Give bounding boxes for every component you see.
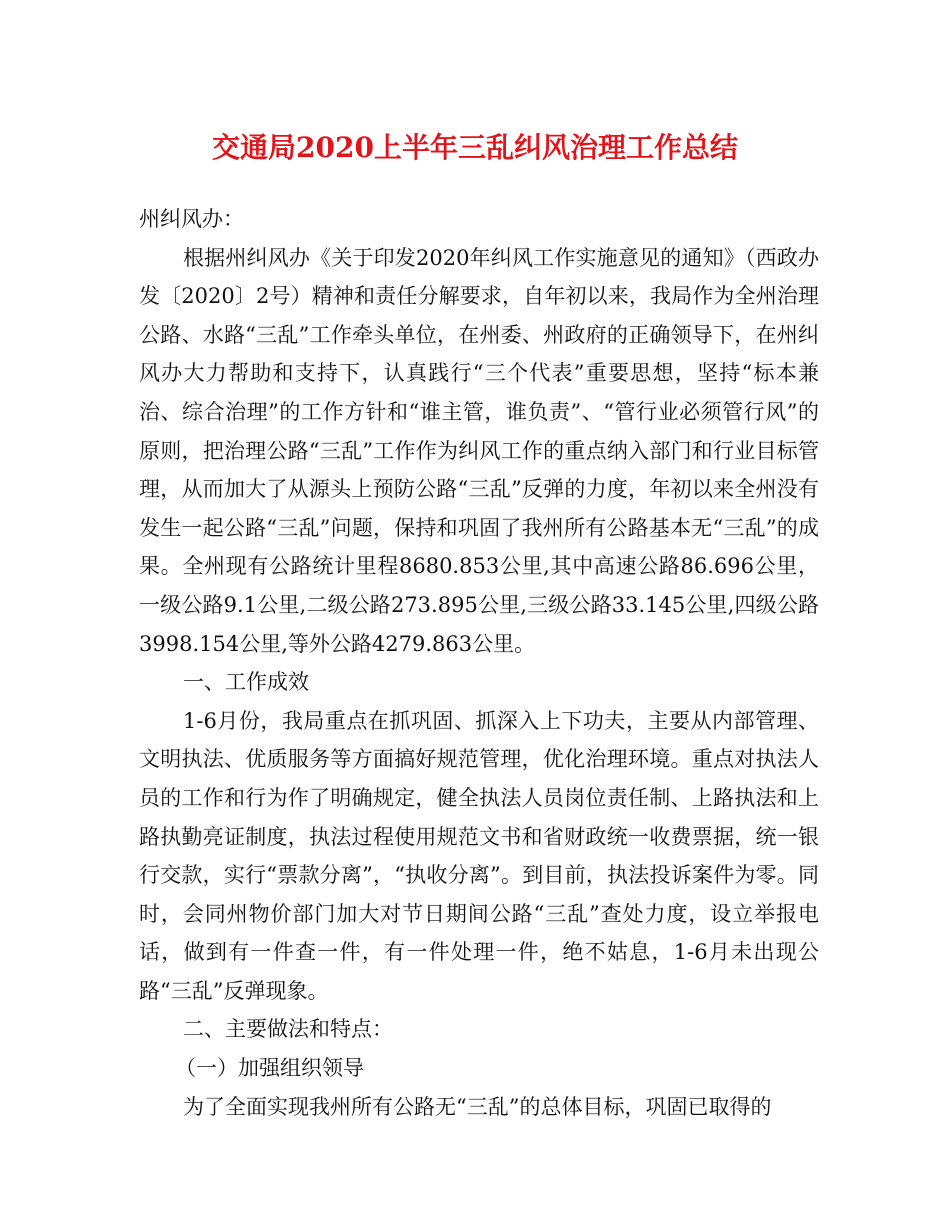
paragraph-intro: 根据州纠风办《关于印发2020年纠风工作实施意见的通知》（西政办发〔2020〕2号）精神和责任分解要求，自年初以来，我局作为全州治理公路、水路“三乱”工作牵头单位，在州委、州政府的正确领导下，在州纠风办大力帮助和支持下，认真践行“三个代表”重要思想，坚持“标本兼治、综合治理”的工作方针和“谁主管，谁负责”、“管行业必须管行风”的原则，把治理公路“三乱”工作作为纠风工作的重点纳入部门和行业目标管理，从而加大了从源头上预防公路“三乱”反弹的力度，年初以来全州没有发生一起公路“三乱”问题，保持和巩固了我州所有公路基本无“三乱”的成果。全州现有公路统计里程8680.853公里,其中高速公路86.696公里，一级公路9.1公里,二级公路273.895公里,三级公路33.145公里,四级公路3998.154公里,等外公路4279.863公里。 — [139, 245, 819, 656]
document-title: 交通局2020上半年三乱纠风治理工作总结 — [212, 131, 738, 164]
salutation: 州纠风办： — [139, 207, 244, 231]
section-heading-practices: 二、主要做法和特点： — [183, 1017, 393, 1042]
document-body — [139, 200, 819, 1126]
paragraph-leadership: 为了全面实现我州所有公路无“三乱”的总体目标，巩固已取得的 — [183, 1094, 772, 1119]
paragraph-achievements: 1-6月份，我局重点在抓巩固、抓深入上下功夫，主要从内部管理、文明执法、优质服务等方面搞好规范管理，优化治理环境。重点对执法人员的工作和行为作了明确规定，健全执法人员岗位责任制、上路执法和上路执勤亮证制度，执法过程使用规范文书和省财政统一收费票据，统一银行交款，实行“票款分离”，“执收分离”。到目前，执法投诉案件为零。同时，会同州物价部门加大对节日期间公路“三乱”查处力度，设立举报电话，做到有一件查一件，有一件处理一件，绝不姑息，1-6月未出现公路“三乱”反弹现象。 — [139, 708, 819, 1003]
section-heading-achievements: 一、工作成效 — [183, 670, 309, 695]
subsection-heading-leadership: （一）加强组织领导 — [175, 1056, 364, 1081]
